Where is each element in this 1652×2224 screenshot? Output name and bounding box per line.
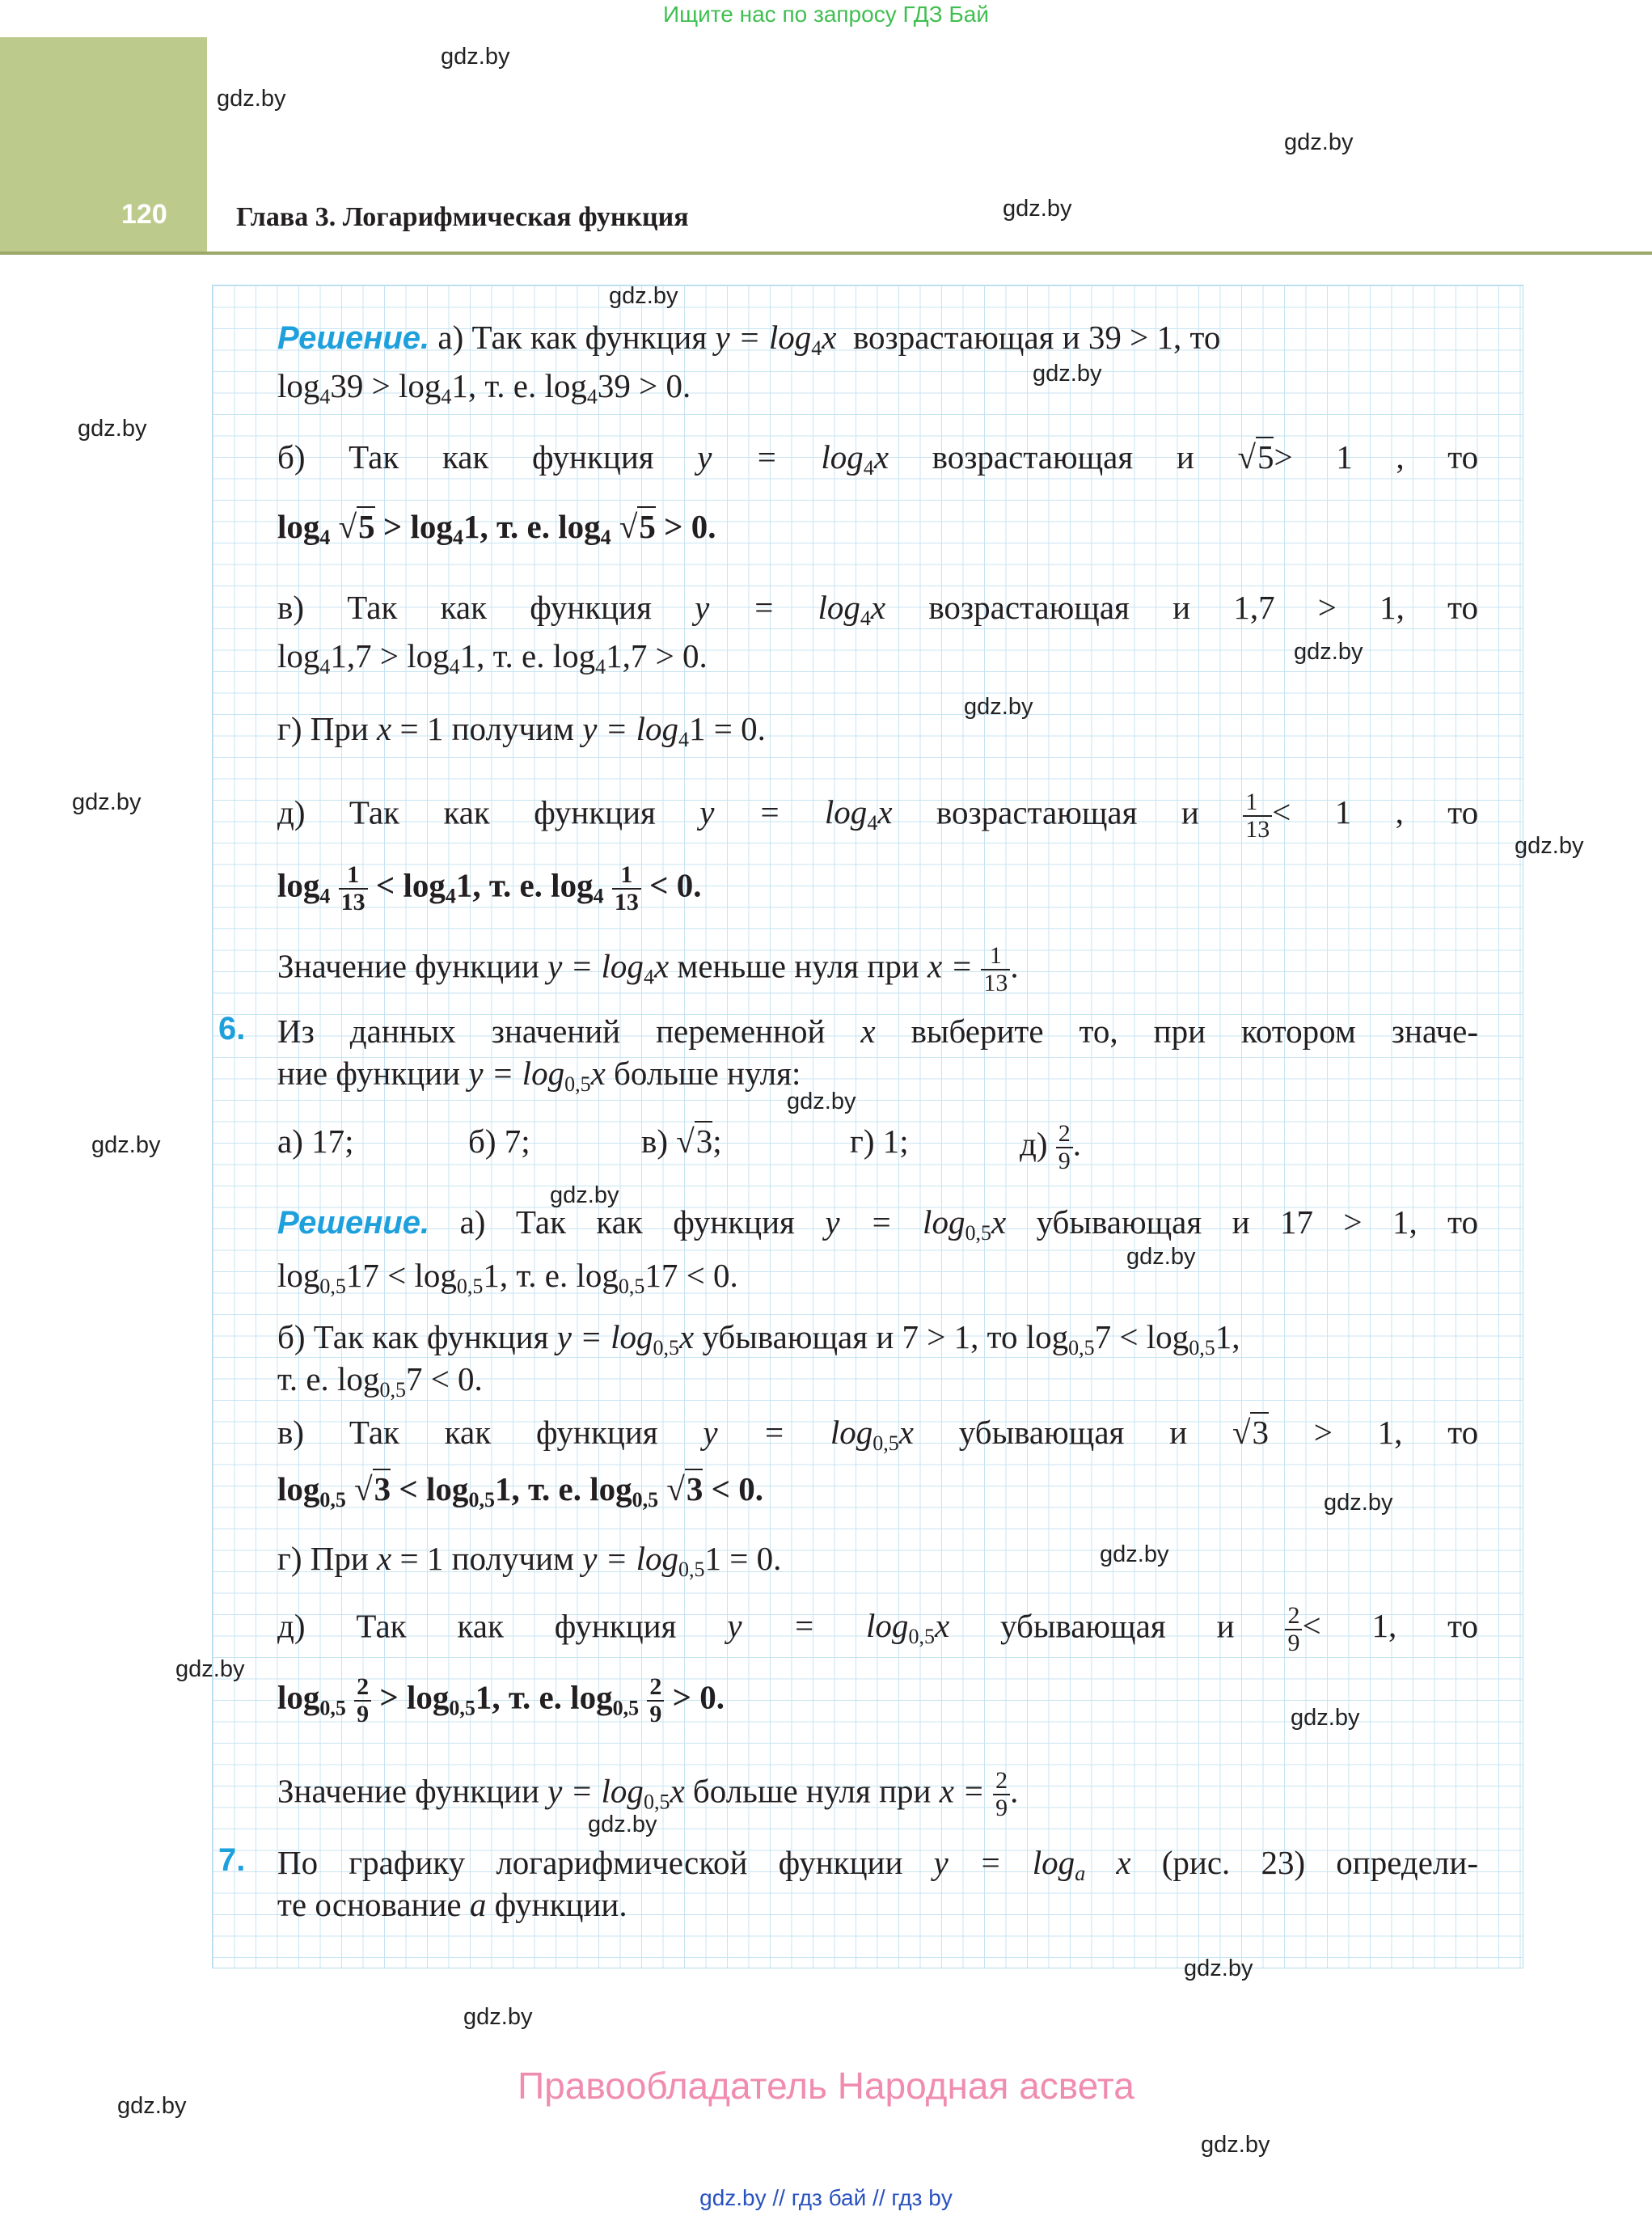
solution-5e-line2: $\log_4$ $\frac{1}{13}$ < $\log_41$, т. е. $\log_4$ $\frac{1}{13}$ < 0. [277, 861, 702, 915]
solution-5a-line1: Решение. а) Так как функция $y = \log_4x$ возрастающая и 39 > 1, то [277, 319, 1221, 360]
header-color-block [0, 37, 207, 252]
solution-6b-line2: т. е. $\log_{0,5}7 < 0$. [277, 1360, 483, 1402]
chapter-title: Глава 3. Логарифмическая функция [236, 202, 689, 232]
watermark: gdz.by [1100, 1541, 1169, 1567]
task7-line2: те основание a функции. [277, 1886, 627, 1923]
option-d: г) 1; [850, 1123, 909, 1160]
task7-line1: По графику логарифмической функции $y = \log_a x$ (рис. 23) определи- [277, 1844, 1478, 1885]
solution-6a-line2: $\log_{0,5}17 < \log_{0,5}1$, т. е. $\log_{0,5}17 < 0$. [277, 1257, 738, 1298]
solution-5e-line1: д) Так как функция $y = \log_4x$ возрастающая и $\frac{1}{13}$ < 1 , то [277, 789, 1479, 843]
watermark: gdz.by [964, 694, 1033, 720]
watermark: gdz.by [787, 1089, 856, 1114]
page-number: 120 [121, 199, 167, 230]
option-b: б) 7; [468, 1123, 530, 1160]
solution-6d: г) При x = 1 получим $y = \log_{0,5}1 = 0$. [277, 1540, 782, 1581]
watermark: gdz.by [1033, 361, 1102, 387]
task-number-6: 6. [218, 1011, 246, 1046]
watermark: gdz.by [588, 1812, 657, 1837]
watermark: gdz.by [217, 86, 286, 112]
watermark: gdz.by [117, 2093, 187, 2119]
footer-links[interactable]: gdz.by // гдз бай // гдз by [699, 2185, 953, 2210]
watermark: gdz.by [78, 416, 147, 442]
solution-5b-line1: б) Так как функция $y = \log_4x$ возрастающая и √5> 1 , то [277, 438, 1479, 480]
solution-5c-line1: в) Так как функция $y = \log_4x$ возрастающая и 1,7 > 1, то [277, 589, 1479, 630]
watermark: gdz.by [1291, 1705, 1360, 1731]
watermark: gdz.by [1003, 196, 1072, 222]
watermark: gdz.by [72, 789, 142, 815]
solution-6c-line2: $\log_{0,5} √3 < \log_{0,5}1$, т. е. $\log_{0,5} √3 < 0$. [277, 1470, 763, 1512]
solution-5c-line2: $\log_41,7 > \log_41$, т. е. $\log_41,7 > 0$. [277, 637, 708, 679]
option-e: д) $\frac{2}{9}$ . [1020, 1120, 1082, 1174]
watermark: gdz.by [1324, 1490, 1393, 1516]
watermark: gdz.by [463, 2004, 533, 2030]
watermark: gdz.by [1201, 2132, 1270, 2158]
solution-5-conclusion: Значение функции $y = \log_4x$ меньше нуля при x = $\frac{1}{13}$ . [277, 942, 1019, 996]
watermark: gdz.by [91, 1132, 161, 1158]
watermark: gdz.by [1184, 1956, 1253, 1981]
copyright-notice: Правообладатель Народная асвета [518, 2065, 1134, 2107]
watermark: gdz.by [1515, 833, 1584, 859]
solution-5b-line2: $\log_4 √5 > \log_41$, т. е. $\log_4 √5 > 0$. [277, 508, 716, 549]
option-c: в) √3; [641, 1123, 722, 1160]
solution-6e-line1: д) Так как функция $y = \log_{0,5}x$ убывающая и $\frac{2}{9}$ < 1, то [277, 1602, 1479, 1656]
solution-6e-line2: $\log_{0,5}$ $\frac{2}{9}$ > $\log_{0,5}1$, т. е. $\log_{0,5}$ $\frac{2}{9}$ > 0. [277, 1673, 725, 1727]
solution-6c-line1: в) Так как функция $y = \log_{0,5}x$ убывающая и √3 > 1, то [277, 1414, 1479, 1455]
watermark: gdz.by [1294, 639, 1363, 665]
task6-line2: ние функции $y = \log_{0,5}x$ больше нуля: [277, 1055, 801, 1096]
solution-5a-line2: $\log_439 > \log_41$, т. е. $\log_439 > 0$. [277, 367, 691, 408]
watermark: gdz.by [441, 44, 510, 70]
watermark: gdz.by [550, 1182, 619, 1208]
option-a: а) 17; [277, 1123, 354, 1160]
watermark: gdz.by [1126, 1244, 1196, 1270]
task-number-7: 7. [218, 1842, 246, 1878]
top-note: Ищите нас по запросу ГДЗ Бай [662, 2, 990, 27]
solution-6b-line1: б) Так как функция $y = \log_{0,5}x$ убывающая и 7 > 1, то $\log_{0,5}7 < \log_{0,5}1$, [277, 1318, 1240, 1359]
watermark: gdz.by [609, 283, 678, 309]
solution-6-conclusion: Значение функции $y = \log_{0,5}x$ больше нуля при x = $\frac{2}{9}$ . [277, 1767, 1019, 1821]
task6-line1: Из данных значений переменной x выберите то, при котором значе- [277, 1013, 1478, 1050]
header-divider [0, 252, 1652, 255]
watermark: gdz.by [175, 1656, 245, 1682]
solution-6a-line1: Решение. а) Так как функция $y = \log_{0,5}x$ убывающая и 17 > 1, то [277, 1203, 1479, 1245]
watermark: gdz.by [1284, 129, 1354, 155]
solution-5d: г) При x = 1 получим $y = \log_41 = 0$. [277, 710, 766, 751]
